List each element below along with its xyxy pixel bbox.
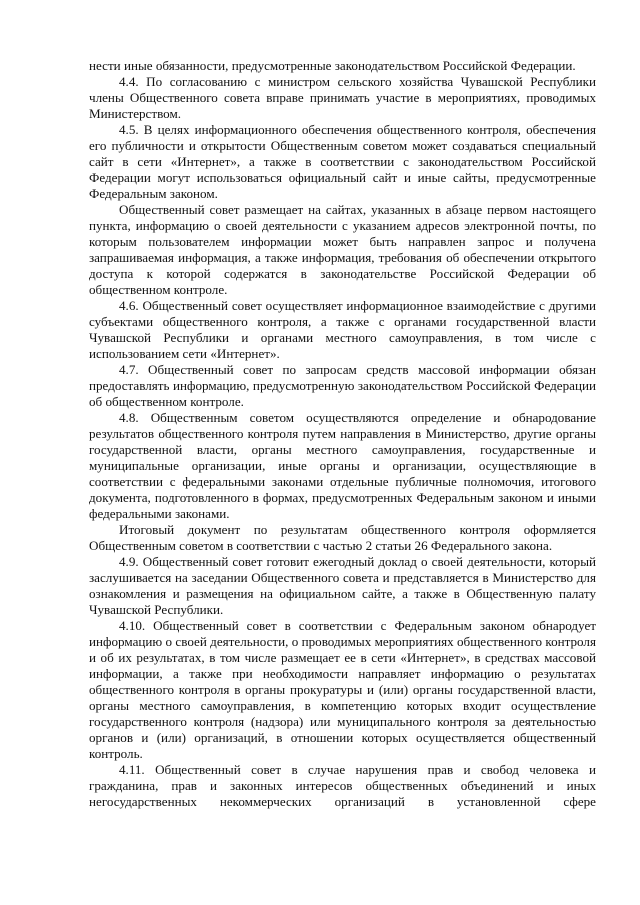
paragraph-continuation: нести иные обязанности, предусмотренные законодательством Российской Федерации. [89,58,576,73]
paragraph-4-7: 4.7. Общественный совет по запросам средств массовой информации обязан предоставлять информацию, предусмотренную законодательством Российской Федерации об общественном контроле. [89,362,596,409]
paragraph-4-10: 4.10. Общественный совет в соответствии с Федеральным законом обнародует информацию о своей деятельности, о проводимых мероприятиях общественного контроля и об их результатах, в том числе размещает ее в сети «Интернет», в средствах массовой информации, а также при необходимости направляет информацию о результатах общественного контроля в органы прокуратуры и (или) органы государственной власти, органы местного самоуправления, в компетенцию которых входит осуществление государственного контроля (надзора) или муниципального контроля за деятельностью органов и (или) организаций, в отношении которых осуществляется общественный контроль. [89,618,596,761]
document-page [89,58,596,810]
paragraph-4-5-websites: Общественный совет размещает на сайтах, указанных в абзаце первом настоящего пункта, информацию о своей деятельности с указанием адресов электронной почты, по которым пользователем информации может быть направлен запрос и получена запрашиваемая информация, а также информация, требования об обеспечении открытого доступа к которой содержатся в законодательстве Российской Федерации об общественном контроле. [89,202,596,297]
paragraph-4-6: 4.6. Общественный совет осуществляет информационное взаимодействие с другими субъектами общественного контроля, а также с органами государственной власти Чувашской Республики и органами местного самоуправления, в том числе с использованием сети «Интернет». [89,298,596,361]
paragraph-4-4: 4.4. По согласованию с министром сельского хозяйства Чувашской Республики члены Общественного совета вправе принимать участие в мероприятиях, проводимых Министерством. [89,74,596,121]
paragraph-4-5: 4.5. В целях информационного обеспечения общественного контроля, обеспечения его публичности и открытости Общественным советом может создаваться специальный сайт в сети «Интернет», а также в соответствии с законодательством Российской Федерации могут использоваться официальный сайт и иные сайты, предусмотренные Федеральным законом. [89,122,596,201]
paragraph-4-11: 4.11. Общественный совет в случае нарушения прав и свобод человека и гражданина, прав и законных интересов общественных объединений и иных негосударственных некоммерческих организаций в установленной сфере [89,762,596,809]
paragraph-4-8-final-document: Итоговый документ по результатам общественного контроля оформляется Общественным советом в соответствии с частью 2 статьи 26 Федерального закона. [89,522,596,553]
paragraph-4-9: 4.9. Общественный совет готовит ежегодный доклад о своей деятельности, который заслушивается на заседании Общественного совета и представляется в Министерство для ознакомления и размещения на официальном сайте, а также в Общественную палату Чувашской Республики. [89,554,596,617]
paragraph-4-8: 4.8. Общественным советом осуществляются определение и обнародование результатов общественного контроля путем направления в Министерство, другие органы государственной власти, органы местного самоуправления, государственные и муниципальные организации, иные органы и организации, осуществляющие в соответствии с федеральными законами отдельные публичные полномочия, итогового документа, подготовленного в формах, предусмотренных Федеральным законом и иными федеральными законами. [89,410,596,521]
